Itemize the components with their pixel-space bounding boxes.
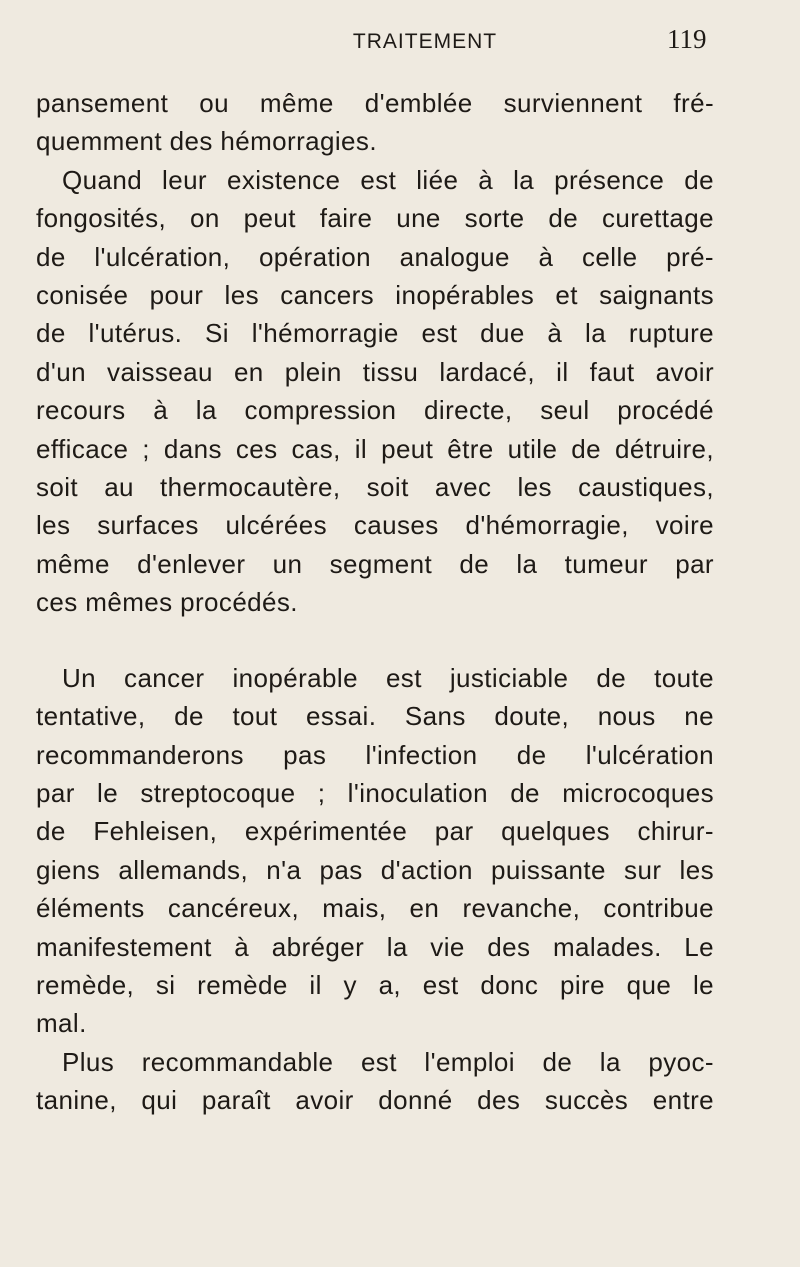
text-line: tentative, de tout essai. Sans doute, nous ne [36,701,714,732]
text-line: efficace ; dans ces cas, il peut être utile de détruire, [36,433,714,464]
text-line: Plus recommandable est l'emploi de la pyoc- [62,1046,714,1077]
text-line: de l'ulcération, opération analogue à celle pré- [36,241,714,272]
text-line: conisée pour les cancers inopérables et saignants [36,280,714,311]
text-line: de l'utérus. Si l'hémorragie est due à la rupture [36,318,714,349]
text-line: d'un vaisseau en plein tissu lardacé, il faut avoir [36,356,714,387]
text-line: mal. [36,1008,87,1039]
text-line: soit au thermocautère, soit avec les caustiques, [36,472,714,503]
text-line: quemment des hémorragies. [36,126,377,157]
text-line: Quand leur existence est liée à la présence de [62,164,714,195]
paragraph-gap [36,622,714,659]
text-line: remède, si remède il y a, est donc pire que le [36,969,714,1000]
text-line: ces mêmes procédés. [36,587,298,618]
text-line: de Fehleisen, expérimentée par quelques chirur- [36,816,714,847]
text-line: même d'enlever un segment de la tumeur par [36,548,714,579]
text-line: manifestement à abréger la vie des malades. Le [36,931,714,962]
text-line: tanine, qui paraît avoir donné des succès entre [36,1085,714,1116]
body-text [36,84,714,1120]
text-line: recours à la compression directe, seul procédé [36,395,714,426]
text-line: les surfaces ulcérées causes d'hémorragie, voire [36,510,714,541]
text-line: giens allemands, n'a pas d'action puissante sur les [36,854,714,885]
page-number: 119 [667,24,707,54]
text-line: Un cancer inopérable est justiciable de toute [62,662,714,693]
text-line: pansement ou même d'emblée surviennent fré- [36,88,714,118]
text-line: fongosités, on peut faire une sorte de curettage [36,203,714,234]
text-line: éléments cancéreux, mais, en revanche, contribue [36,893,714,924]
text-line: par le streptocoque ; l'inoculation de microcoques [36,777,714,808]
running-head: TRAITEMENT [352,30,498,53]
text-line: recommanderons pas l'infection de l'ulcération [36,739,714,770]
